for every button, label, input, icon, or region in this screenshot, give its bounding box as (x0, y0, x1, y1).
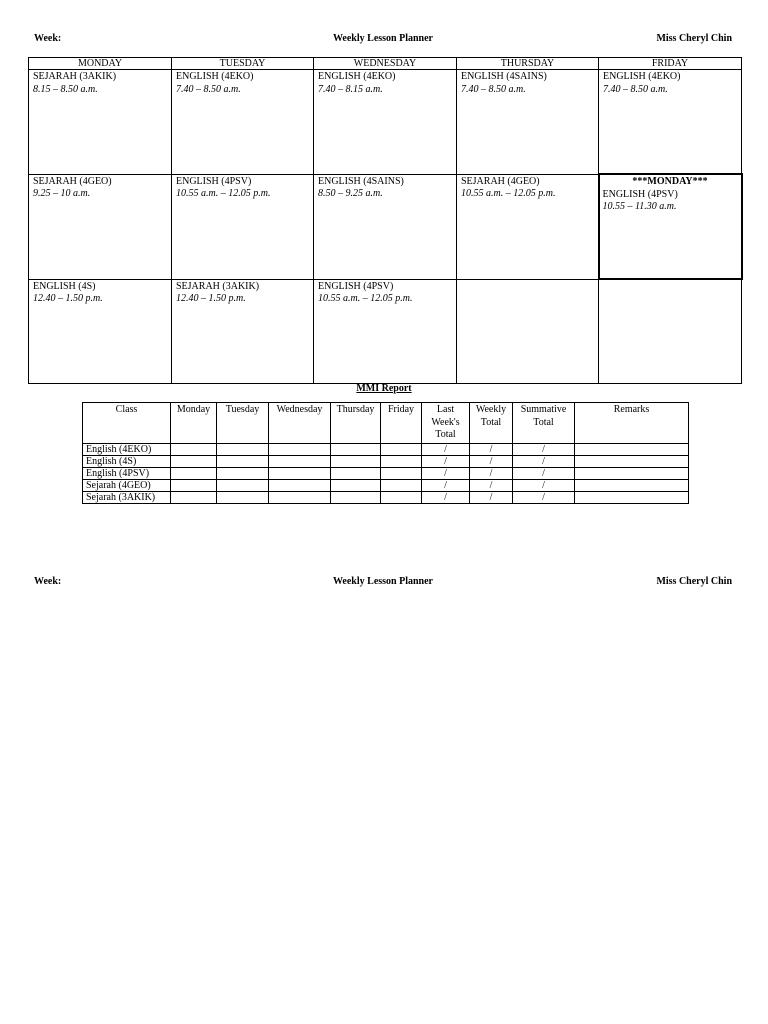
timetable-row (29, 279, 742, 384)
lesson-time: 10.55 – 11.30 a.m. (602, 201, 677, 212)
mmi-value-cell (575, 455, 689, 467)
mmi-value-cell (575, 479, 689, 491)
mmi-report-table (82, 402, 689, 504)
mmi-column-header: Thursday (331, 403, 381, 444)
mmi-value-cell: / (422, 491, 470, 503)
week-label: Week: (34, 33, 62, 44)
lesson-subject: ENGLISH (4PSV) (602, 188, 678, 200)
lesson-subject: SEJARAH (3AKIK) (176, 280, 260, 292)
mmi-class-cell: English (4PSV) (83, 467, 171, 479)
mmi-value-cell (217, 479, 269, 491)
mmi-value-cell (269, 467, 331, 479)
mmi-class-cell: Sejarah (4GEO) (83, 479, 171, 491)
mmi-column-header: Class (83, 403, 171, 444)
mmi-value-cell: / (513, 491, 575, 503)
lesson-subject: ENGLISH (4PSV) (176, 175, 252, 187)
mmi-value-cell (575, 491, 689, 503)
page-header-2 (34, 576, 732, 590)
lesson-subject: SEJARAH (4GEO) (461, 175, 540, 187)
mmi-value-cell (171, 467, 217, 479)
mmi-value-cell (381, 479, 422, 491)
lesson-time: 7.40 – 8.50 a.m. (461, 83, 526, 95)
day-header-tuesday: TUESDAY (172, 58, 314, 70)
mmi-value-cell (331, 491, 381, 503)
lesson-slot (29, 174, 172, 279)
mmi-value-cell: / (470, 443, 513, 455)
mmi-value-cell: / (422, 479, 470, 491)
lesson-subject: ENGLISH (4SAINS) (318, 175, 404, 187)
lesson-subject: SEJARAH (4GEO) (33, 175, 112, 187)
mmi-row (83, 491, 689, 503)
mmi-column-header: Weekly Total (470, 403, 513, 444)
mmi-value-cell (217, 443, 269, 455)
mmi-value-cell: / (513, 455, 575, 467)
mmi-value-cell (381, 455, 422, 467)
mmi-column-header: Last Week's Total (422, 403, 470, 444)
lesson-slot (457, 70, 599, 175)
mmi-value-cell (575, 467, 689, 479)
mmi-value-cell: / (470, 491, 513, 503)
lesson-time: 9.25 – 10 a.m. (33, 188, 91, 199)
mmi-value-cell (171, 491, 217, 503)
mmi-value-cell (171, 443, 217, 455)
mmi-column-header: Tuesday (217, 403, 269, 444)
mmi-value-cell (575, 443, 689, 455)
mmi-column-header: Monday (171, 403, 217, 444)
mmi-value-cell (217, 467, 269, 479)
lesson-slot (599, 70, 742, 175)
day-header-wednesday: WEDNESDAY (314, 58, 457, 70)
mmi-value-cell (217, 455, 269, 467)
mmi-value-cell (269, 455, 331, 467)
lesson-slot (457, 279, 599, 384)
lesson-time: 8.50 – 9.25 a.m. (318, 188, 383, 199)
mmi-class-cell: English (4S) (83, 455, 171, 467)
slot-note: ***MONDAY*** (632, 176, 708, 187)
mmi-column-header: Remarks (575, 403, 689, 444)
teacher-name: Miss Cheryl Chin (656, 33, 732, 44)
lesson-time: 12.40 – 1.50 p.m. (33, 293, 103, 304)
lesson-slot (314, 70, 457, 175)
mmi-value-cell: / (513, 479, 575, 491)
lesson-subject: ENGLISH (4SAINS) (461, 71, 547, 82)
lesson-slot (457, 174, 599, 279)
mmi-value-cell: / (513, 467, 575, 479)
page-title: Weekly Lesson Planner (332, 33, 433, 44)
mmi-value-cell (171, 479, 217, 491)
lesson-time: 10.55 a.m. – 12.05 p.m. (318, 293, 413, 304)
mmi-row (83, 443, 689, 455)
mmi-value-cell (269, 479, 331, 491)
lesson-subject: ENGLISH (4PSV) (318, 280, 394, 292)
lesson-subject: ENGLISH (4EKO) (603, 71, 681, 82)
timetable-row (29, 174, 742, 279)
lesson-slot (599, 279, 742, 384)
mmi-column-header: Summative Total (513, 403, 575, 444)
day-header-thursday: THURSDAY (457, 58, 599, 70)
mmi-class-cell: English (4EKO) (83, 443, 171, 455)
week-label: Week: (34, 576, 62, 587)
lesson-time: 8.15 – 8.50 a.m. (33, 83, 98, 95)
mmi-value-cell: / (470, 467, 513, 479)
lesson-slot (29, 279, 172, 384)
day-header-row (29, 58, 742, 70)
lesson-slot (172, 70, 314, 175)
lesson-slot (172, 279, 314, 384)
mmi-value-cell (217, 491, 269, 503)
mmi-value-cell: / (470, 455, 513, 467)
mmi-header-row (83, 403, 689, 444)
lesson-subject: ENGLISH (4S) (33, 280, 96, 292)
mmi-value-cell (171, 455, 217, 467)
mmi-class-cell: Sejarah (3AKIK) (83, 491, 171, 503)
mmi-value-cell (381, 467, 422, 479)
page-title: Weekly Lesson Planner (332, 576, 433, 587)
weekly-timetable (28, 57, 743, 384)
mmi-value-cell: / (513, 443, 575, 455)
mmi-column-header: Friday (381, 403, 422, 444)
mmi-row (83, 455, 689, 467)
mmi-value-cell (331, 443, 381, 455)
lesson-time: 7.40 – 8.15 a.m. (318, 83, 383, 95)
mmi-value-cell (381, 443, 422, 455)
mmi-value-cell (331, 467, 381, 479)
teacher-name: Miss Cheryl Chin (656, 576, 732, 587)
mmi-value-cell (269, 491, 331, 503)
lesson-slot (314, 279, 457, 384)
mmi-value-cell: / (422, 443, 470, 455)
mmi-value-cell: / (422, 467, 470, 479)
mmi-value-cell (331, 479, 381, 491)
day-header-monday: MONDAY (29, 58, 172, 70)
mmi-value-cell (269, 443, 331, 455)
page-header (34, 33, 732, 47)
lesson-subject: SEJARAH (3AKIK) (33, 71, 117, 82)
mmi-value-cell (331, 455, 381, 467)
mmi-column-header: Wednesday (269, 403, 331, 444)
mmi-value-cell: / (470, 479, 513, 491)
lesson-slot (314, 174, 457, 279)
lesson-time: 7.40 – 8.50 a.m. (603, 83, 668, 95)
mmi-value-cell (381, 491, 422, 503)
lesson-slot (599, 174, 742, 279)
mmi-row (83, 467, 689, 479)
lesson-time: 7.40 – 8.50 a.m. (176, 83, 241, 95)
lesson-time: 10.55 a.m. – 12.05 p.m. (176, 188, 271, 199)
day-header-friday: FRIDAY (599, 58, 742, 70)
lesson-time: 12.40 – 1.50 p.m. (176, 293, 246, 304)
timetable-row (29, 70, 742, 175)
mmi-value-cell: / (422, 455, 470, 467)
lesson-subject: ENGLISH (4EKO) (176, 71, 254, 82)
mmi-row (83, 479, 689, 491)
lesson-slot (172, 174, 314, 279)
lesson-time: 10.55 a.m. – 12.05 p.m. (461, 188, 556, 199)
mmi-report-title: MMI Report (356, 383, 412, 394)
lesson-subject: ENGLISH (4EKO) (318, 71, 396, 82)
lesson-slot (29, 70, 172, 175)
